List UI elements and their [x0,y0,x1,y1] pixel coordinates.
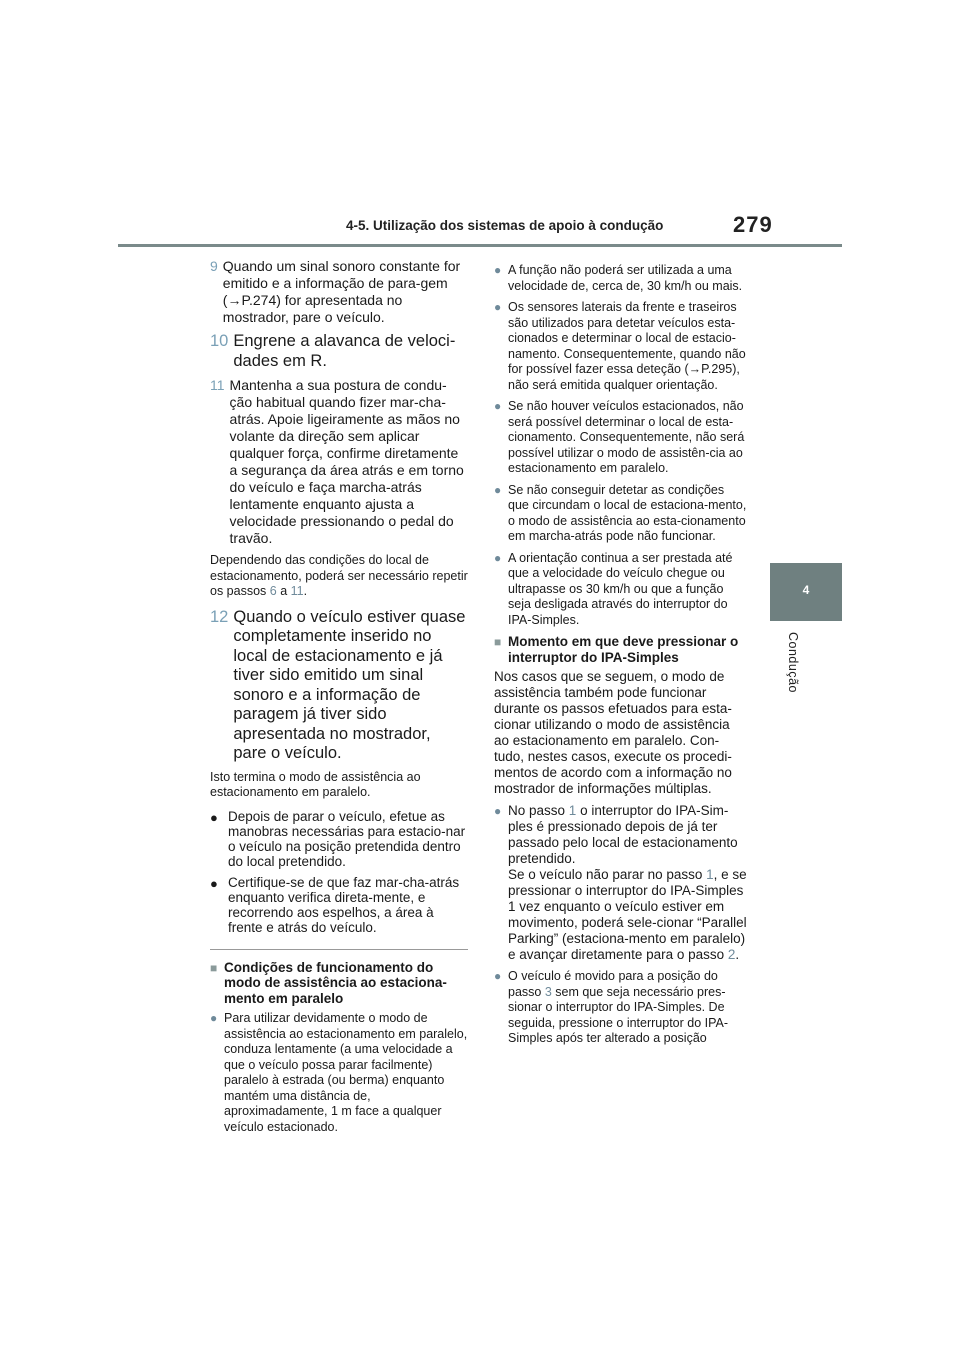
chapter-tab [770,563,842,621]
right-column [494,258,748,1053]
list-item [494,803,748,963]
list-item [494,483,748,545]
bullet-dot-icon: ● [210,809,218,825]
step-number: 10 [210,332,229,350]
list-item-text: Para utilizar devidamente o modo de assistência ao estacionamento em paralelo, conduza lentamente (a uma velocidade a que o veículo possa parar facilmente) paralelo à estrada (ou berma) enquanto mantém uma distância de, aproximadamente, 1 m face a qualquer veículo estacionado. [224,1011,468,1134]
list-item-text: A orientação continua a ser prestada até que a velocidade do veículo chegue ou ultrapasse os 30 km/h ou que a função seja desligada através do interruptor do IPA-Simples. [508,550,733,627]
list-item-text: Os sensores laterais da frente e traseiros são utilizados para detetar veículos esta-cionados e determinar o local de estacio-namento. Consequentemente, quando não for possível fazer essa deteção (→P.295), não será emitida qualquer orientação. [508,300,746,392]
list-item-text: A função não poderá ser utilizada a uma velocidade de, cerca de, 30 km/h ou mais. [508,263,743,293]
list-item [494,551,748,629]
step-9 [210,258,468,326]
list-item [494,969,748,1047]
step-text: Engrene a alavanca de veloci-dades em R. [233,332,456,370]
step-number: 12 [210,607,229,626]
bullet-item [210,875,468,935]
section-heading [494,634,748,665]
step-text: Quando um sinal sonoro constante for emitido e a informação de para-gem (→P.274) for apresentada no mostrador, pare o veículo. [222,258,461,325]
bullet-dot-icon: ● [210,875,218,891]
bullet-dot-icon: ● [494,550,502,565]
section-divider [210,949,468,950]
list-item-text: Se não conseguir detetar as condições que circundam o local de estaciona-mento, o modo de assistência ao esta-cionamento em marcha-atrás pode não funcionar. [508,482,747,543]
step-ref: 2 [727,947,736,962]
bullet-dot-icon: ● [210,1011,218,1025]
list-item-text: No passo 1 o interruptor do IPA-Sim-ples é pressionado depois de já ter passado pelo local de estacionamento pretendido. Se o veículo não parar no passo 1, e se pressionar o interruptor do IPA-Simples 1 vez enquanto o veículo estiver em movimento, poderá sele-cionar “Parallel Parking” (estaciona-mento em paralelo) e avançar diretamente para o passo 2. [508,803,747,962]
bullet-dot-icon: ● [494,300,502,314]
note-repeat-steps: Dependendo das condições do local de estacionamento, poderá ser necessário repetir os passos 6 a 11. [210,553,468,598]
left-column [210,258,468,1141]
section-title: Condições de funcionamento do modo de assistência ao estaciona-mento em paralelo [224,959,447,1006]
step-11 [210,377,468,547]
list-item-text: Se não houver veículos estacionados, não será possível determinar o local de esta-cionamento. Consequentemente, não será possível utilizar o modo de assistên-cia ao estacionamento em paralelo. [508,399,745,475]
step-ref: 1 [706,867,714,882]
list-item [494,399,748,477]
step-ref: 11 [290,584,304,598]
step-ref: 6 [269,584,277,598]
header-title: 4-5. Utilização dos sistemas de apoio à condução [346,218,664,233]
bullet-dot-icon: ● [494,969,502,983]
bullet-text: Depois de parar o veículo, efetue as manobras necessárias para estacio-nar o veículo na posição pretendida dentro do local pretendido. [228,808,466,869]
section-paragraph: Nos casos que se seguem, o modo de assistência também pode funcionar durante os passos efetuados para esta-cionar utilizando o modo de assistência ao estacionamento em paralelo. Con-tudo, nestes casos, execute os procedi-mentos de acordo com a informação no mostrador de informações múltiplas. [494,669,732,796]
chapter-tab-number: 4 [802,583,810,597]
bullet-dot-icon: ● [494,804,502,818]
list-item-text: O veículo é movido para a posição do passo 3 sem que seja necessário pres-sionar o interruptor do IPA-Simples. De seguida, pressione o interruptor do IPA-Simples após ter alterado a posição [508,969,729,1045]
square-bullet-icon: ■ [494,635,502,649]
bullet-dot-icon: ● [494,399,502,413]
list-item [494,300,748,393]
bullet-text: Certifique-se de que faz mar-cha-atrás enquanto verifica direta-mente, e recorrendo aos espelhos, a área à frente e atrás do veículo. [228,874,460,935]
bullet-dot-icon: ● [494,482,502,497]
header-rule [118,244,842,247]
step-number: 11 [210,377,225,393]
step-text: Quando o veículo estiver quase completamente inserido no local de estacionamento e já tiver sido emitido um sinal sonoro e a informação de paragem já tiver sido apresentada no mostrador, pare o veículo. [233,607,466,762]
note-mode-end: Isto termina o modo de assistência ao estacionamento em paralelo. [210,769,421,799]
step-10 [210,332,468,371]
step-text: Mantenha a sua postura de condu-ção habitual quando fizer mar-cha-atrás. Apoie ligeiramente as mãos no volante da direção sem aplicar qualquer força, confirme diretamente a segurança da área atrás e em torno do veículo e faça marcha-atrás lentamente enquanto ajusta a velocidade pressionando o pedal do travão. [229,377,464,546]
step-number: 9 [210,258,218,274]
square-bullet-icon: ■ [210,960,218,975]
step-ref: 3 [544,984,552,999]
section-title: Momento em que deve pressionar o interruptor do IPA-Simples [508,634,739,665]
section-heading [210,960,468,1007]
step-ref: 1 [568,803,577,818]
page-number: 279 [733,212,773,237]
chapter-label: Condução [786,632,800,693]
list-item [210,1011,468,1135]
step-12 [210,608,468,764]
list-item [494,263,748,294]
bullet-dot-icon: ● [494,263,502,277]
bullet-item [210,809,468,869]
